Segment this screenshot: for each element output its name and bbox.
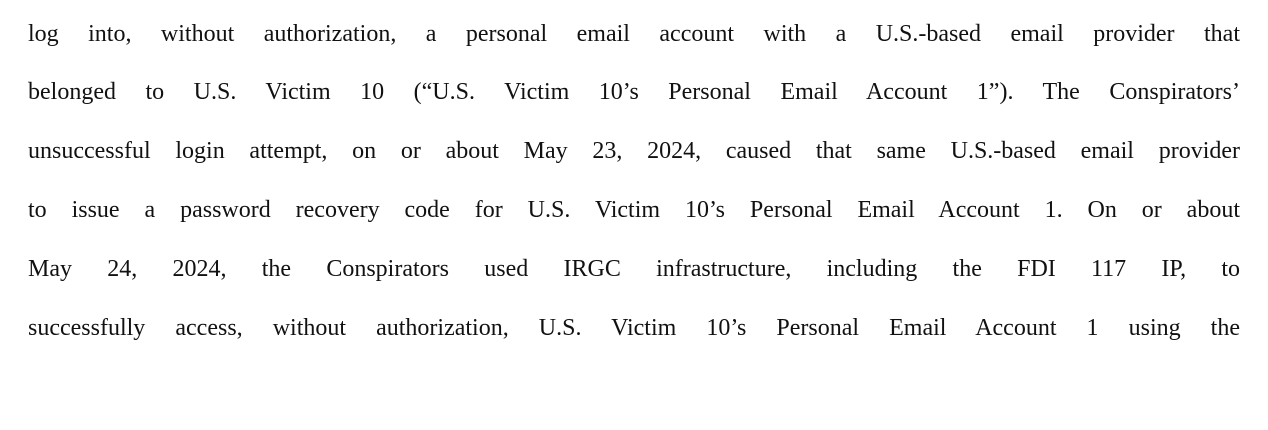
paragraph-line: unsuccessful login attempt, on or about May 23, 2024, caused that same U.S.-based email provider: [28, 138, 1240, 164]
paragraph-line: belonged to U.S. Victim 10 (“U.S. Victim 10’s Personal Email Account 1”). The Conspirators’: [28, 79, 1240, 105]
paragraph-line: log into, without authorization, a personal email account with a U.S.-based email provider that: [28, 21, 1240, 47]
paragraph-line: successfully access, without authorization, U.S. Victim 10’s Personal Email Account 1 using the: [28, 315, 1240, 341]
paragraph-line: to issue a password recovery code for U.S. Victim 10’s Personal Email Account 1. On or about: [28, 197, 1240, 223]
paragraph-line: May 24, 2024, the Conspirators used IRGC infrastructure, including the FDI 117 IP, to: [28, 256, 1240, 282]
